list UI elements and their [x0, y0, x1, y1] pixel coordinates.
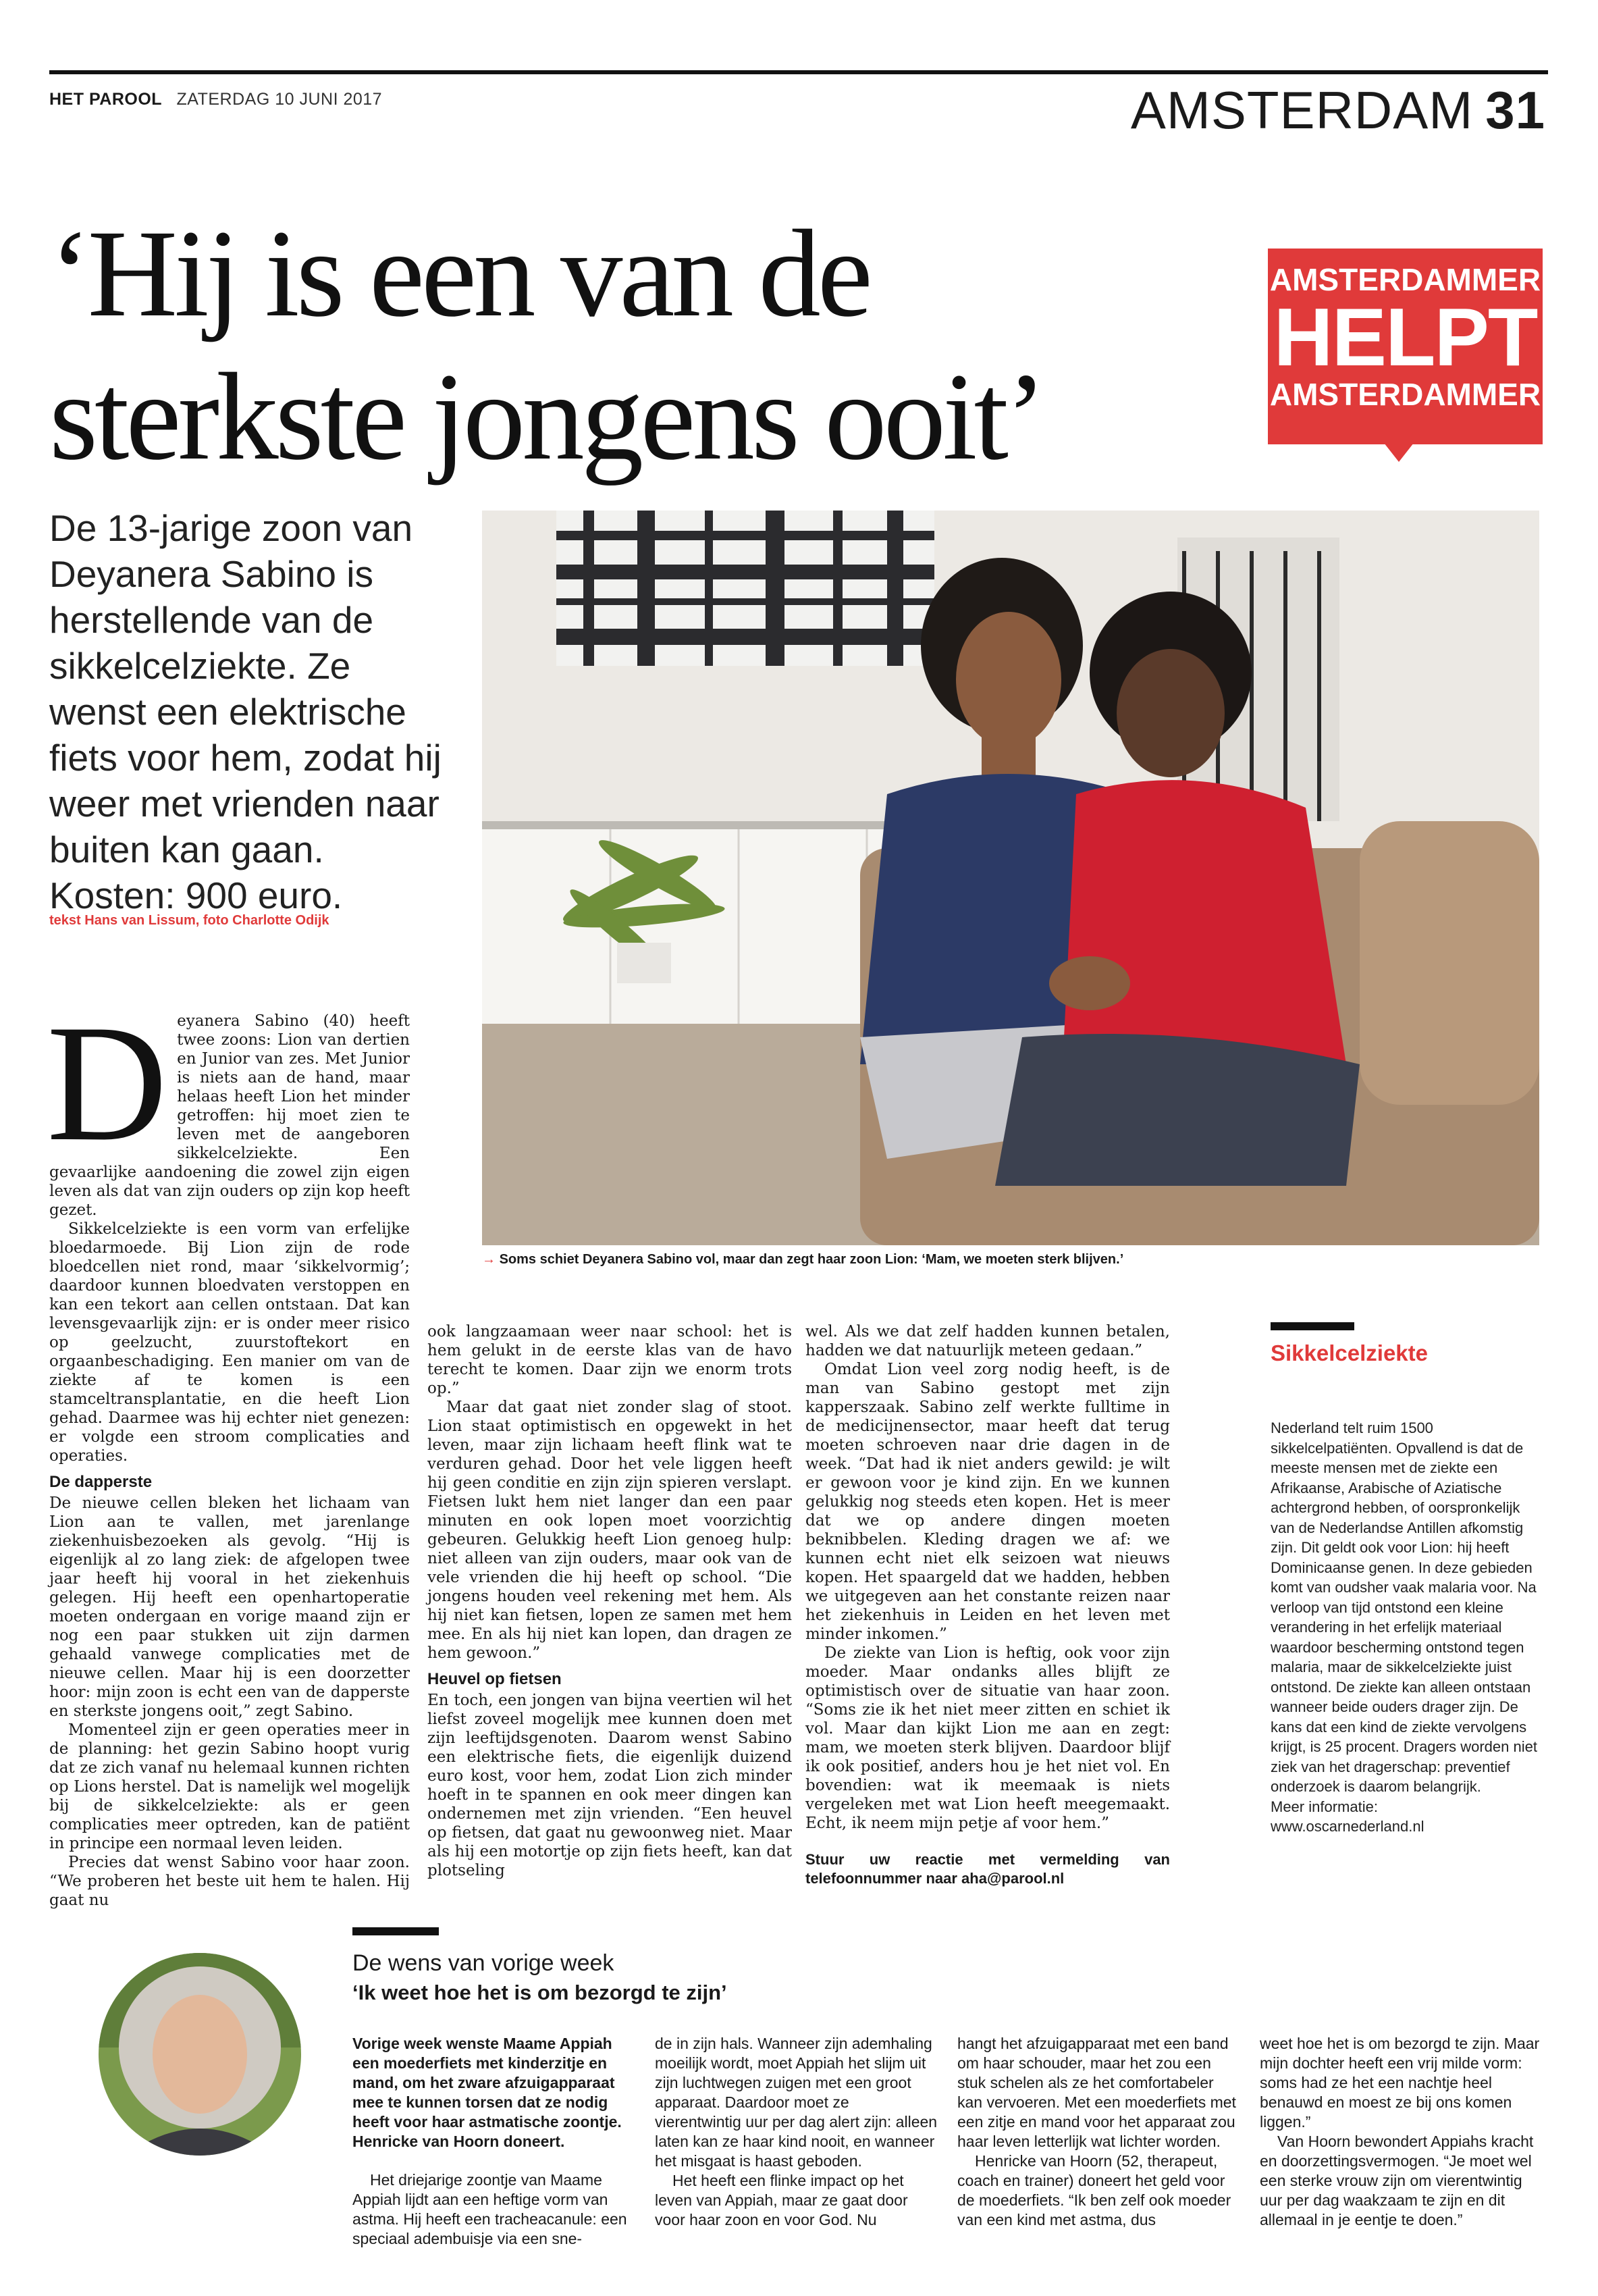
bottom-column-2 [655, 2034, 938, 2230]
photo-illustration [482, 511, 1539, 1245]
headline: ‘Hij is een van de sterkste jongens ooit’ [49, 205, 1044, 486]
paragraph: Maar dat gaat niet zonder slag of stoot. Lion staat optimistisch en opgewekt in het leven, maar zijn lichaam heeft flink wat te verduren gehad. Door het vele liggen heeft hij geen conditie en zijn zijn spieren verslapt. Fietsen lukt hem niet langer dan een paar minuten en ook lopen moet voorzichtig gebeuren. Gelukkig heeft Lion genoeg hulp: niet alleen van zijn ouders, maar ook van de vele vrienden die hij heeft op school. “Die jongens houden veel rekening met hem. Als hij niet kan fietsen, lopen ze samen met hem mee. En als hij niet kan lopen, dan dragen ze hem gewoon.” [427, 1399, 792, 1662]
issue-date: ZATERDAG 10 JUNI 2017 [176, 90, 383, 109]
article-column-1 [47, 990, 410, 1910]
paper-name: HET PAROOL [49, 90, 163, 109]
section-name: AMSTERDAM [1130, 80, 1474, 140]
paragraph: Momenteel zijn er geen operaties meer in de planning: het gezin Sabino hoopt vurig dat ze zich vanaf nu helemaal kunnen richten op Lions herstel. Dat is namelijk wel mogelijk bij de sikkelcelziekte: als er geen complicaties meer optreden, kan de patiënt in principe een normaal leven leiden. [49, 1721, 410, 1852]
bottom-column-1 [352, 2034, 636, 2249]
section-header [1131, 80, 1545, 141]
paragraph: De ziekte van Lion is heftig, ook voor zijn moeder. Maar ondanks alles blijft ze optimistisch over de situatie van haar zoon. “Soms zie ik het niet meer zitten en schiet ik vol. Maar dan kijkt Lion me aan en zegt: mam, we moeten sterk blijven. Daardoor blijf ik ook positief, anders hou je het niet vol. En bovendien: wat ik meemaak is niets vergeleken met wat Lion heeft meegemaakt. Echt, ik neem mijn petje af voor hem.” [805, 1644, 1170, 1832]
sidebar-text: Nederland telt ruim 1500 sikkelcelpatiënten. Opvallend is dat de meeste mensen met de ziekte een Afrikaanse, Arabische of Aziatische achtergrond hebben, of oorspronkelijk van de Nederlandse Antillen afkomstig zijn. Dit geldt ook voor Lion: hij heeft Dominicaanse genen. In deze gebieden komt van oudsher vaak malaria voor. Na verloop van tijd ontstond een kleine verandering in het erfelijk materiaal waardoor bescherming ontstond tegen malaria, maar de sikkelcelziekte juist ontstond. De ziekte kan alleen ontstaan wanneer beide ouders drager zijn. De kans dat een kind de ziekte vervolgens krijgt, is 25 procent. Dragers worden niet ziek van het dragerschap: preventief onderzoek is daarom belangrijk. [1271, 1419, 1537, 1795]
paragraph: de in zijn hals. Wanneer zijn ademhaling moeilijk wordt, moet Appiah het slijm uit zijn luchtwegen zuigen met een groot apparaat. Daardoor moet ze vierentwintig uur per dag alert zijn: alleen laten kan ze haar kind nooit, en wanneer het misgaat is haast geboden. [655, 2035, 938, 2170]
amsterdammer-helpt-badge [1268, 249, 1543, 444]
subhead: De dapperste [49, 1473, 153, 1491]
paragraph: De nieuwe cellen bleken het lichaam van Lion aan te vallen, met jarenlange ziekenhuisbezoeken als gevolg. “Hij is eigenlijk al zo lang ziek: de afgelopen twee jaar heeft hij vooral in het ziekenhuis gelegen. Hij heeft een openhartoperatie moeten ondergaan en vorige maand zijn er nog een paar stukken uit zijn darmen gehaald vanwege complicaties met de nieuwe cellen. Maar hij is een doorzetter hoor: mijn zoon is echt een van de dapperste en sterkste jongens ooit,” zegt Sabino. [49, 1494, 410, 1720]
paragraph: Omdat Lion veel zorg nodig heeft, is de man van Sabino gestopt met zijn kapperszaak. Sabino zelf werkte fulltime in de medicijnensector, maar heeft dat terug moeten schroeven naar drie dagen in de week. “Dat had ik niet anders gewild: je wilt er gewoon voor je kind zijn. En we kunnen gelukkig nog steeds eten kopen. Het is meer dat we op andere dingen moeten beknibbelen. Kleding dragen we af: we kunnen echt niet elk seizoen wat nieuws kopen. Het spaargeld dat we hadden, hebben we uitgegeven aan het constante reizen naar het ziekenhuis in Leiden en het leven met minder inkomen.” [805, 1361, 1170, 1643]
reader-response-callout: Stuur uw reactie met vermelding van telefoonnummer naar aha@parool.nl [805, 1851, 1170, 1887]
bottom-title: ‘Ik weet hoe het is om bezorgd te zijn’ [352, 1981, 727, 2004]
sidebar-title: Sikkelcelziekte [1271, 1340, 1428, 1365]
bottom-kicker: De wens van vorige week [352, 1950, 614, 1976]
intro-text: De 13-jarige zoon van Deyanera Sabino is herstellende van de sikkelcelziekte. Ze wenst een elektrische fiets voor hem, zodat hij weer met vrienden naar buiten kan gaan. Kosten: 900 euro. [49, 507, 442, 916]
bottom-rule [352, 1927, 439, 1935]
badge-line-1: AMSTERDAMMER [1269, 262, 1541, 297]
paragraph: Het driejarige zoontje van Maame Appiah lijdt aan een heftige vorm van astma. Hij heeft een tracheacanule: een speciaal adembuisje via een sne- [352, 2171, 627, 2247]
caption-text: Soms schiet Deyanera Sabino vol, maar dan zegt haar zoon Lion: ‘Mam, we moeten sterk blijven.’ [499, 1252, 1124, 1267]
article-photo [482, 511, 1539, 1245]
top-rule [49, 70, 1548, 74]
badge-pointer [1384, 443, 1414, 462]
sidebar-rule [1271, 1322, 1354, 1330]
paragraph: wel. Als we dat zelf hadden kunnen betalen, hadden we dat natuurlijk meteen gedaan.” [805, 1323, 1170, 1359]
subhead: Heuvel op fietsen [427, 1670, 562, 1688]
bottom-column-4 [1260, 2034, 1543, 2230]
badge-line-3: AMSTERDAMMER [1269, 377, 1541, 412]
sidebar-more-label: Meer informatie: [1271, 1798, 1378, 1815]
dropcap: D [47, 990, 168, 1176]
sidebar-body [1271, 1418, 1541, 1837]
paragraph: Precies dat wenst Sabino voor haar zoon. “We proberen het beste uit hem te halen. Hij gaat nu [49, 1854, 410, 1909]
paragraph: ook langzaamaan weer naar school: het is hem gelukt in de eerste klas van de havo terecht te komen. Daar zijn we enorm trots op.” [427, 1323, 792, 1397]
paragraph: hangt het afzuigapparaat met een band om haar schouder, maar het zou een stuk schelen als ze het comfortabeler kan vervoeren. Met een moederfiets met een zitje en mand voor het apparaat zou haar leven letterlijk wat lichter worden. [957, 2035, 1236, 2150]
paragraph: eyanera Sabino (40) heeft twee zoons: Lion van dertien en Junior van zes. Met Junior is niets aan de hand, maar helaas heeft Lion het minder getroffen: hij moet zien te leven met de aangeboren sikkelcelziekte. Een gevaarlijke aandoening die zowel zijn eigen leven als dat van zijn ouders op zijn kop heeft gezet. [49, 1012, 410, 1219]
bottom-column-3 [957, 2034, 1241, 2230]
paragraph: En toch, een jongen van bijna veertien wil het liefst zoveel mogelijk mee kunnen doen met zijn leeftijdsgenoten. Daarom wenst Sabino een elektrische fiets, die eigenlijk duizend euro kost, voor hem, zodat Lion zich minder hoeft in te spannen en ook meer dingen kan ondernemen met zijn vrienden. “Een heuvel op fietsen, dat gaat nu gewoonweg niet. Maar als hij een motortje op zijn fiets heeft, kan dat plotseling [427, 1692, 792, 1879]
photo-caption [482, 1252, 1123, 1268]
badge-line-2: HELPT [1273, 291, 1537, 383]
article-column-3 [805, 1322, 1170, 1888]
masthead [49, 90, 382, 109]
portrait-illustration [99, 1953, 301, 2156]
page-number: 31 [1485, 80, 1545, 140]
caption-arrow-icon: → [482, 1252, 496, 1267]
paragraph: weet hoe het is om bezorgd te zijn. Maar mijn dochter heeft een vrij milde vorm: soms had ze het een nachtje heel benauwd en moest ze bij ons komen liggen.” [1260, 2035, 1540, 2131]
paragraph: Van Hoorn bewondert Appiahs kracht en doorzettingsvermogen. “Je moet wel een sterke vrouw zijn om vierentwintig uur per dag waakzaam te zijn en dit allemaal in je eentje te doen.” [1260, 2133, 1534, 2228]
article-column-2 [427, 1322, 792, 1880]
bottom-lead: Vorige week wenste Maame Appiah een moederfiets met kinderzitje en mand, om het zware afzuigapparaat mee te kunnen torsen dat ze nodig heeft voor haar astmatische zoontje. Henricke van Hoorn doneert. [352, 2035, 622, 2150]
sidebar-link[interactable]: www.oscarnederland.nl [1271, 1818, 1424, 1835]
portrait-photo [99, 1953, 301, 2156]
paragraph: Henricke van Hoorn (52, therapeut, coach en trainer) doneert het geld voor de moederfiets. “Ik ben zelf ook moeder van een kind met astma, dus [957, 2152, 1231, 2228]
byline: tekst Hans van Lissum, foto Charlotte Odijk [49, 913, 329, 928]
paragraph: Sikkelcelziekte is een vorm van erfelijke bloedarmoede. Bij Lion zijn de rode bloedcellen niet rond, maar ‘sikkelvormig’; daardoor kunnen bloedvaten verstoppen en kan een tekort aan cellen ontstaan. Dat kan levensgevaarlijk zijn: er is onder meer risico op geelzucht, zuurstoftekort en orgaanbeschadiging. Een manier om van de ziekte af te komen is een stamceltransplantatie, en die heeft Lion gehad. Daarmee was hij echter niet genezen: er volgde een stroom complicaties and operaties. [49, 1220, 410, 1465]
paragraph: Het heeft een flinke impact op het leven van Appiah, maar ze gaat door voor haar zoon en voor God. Nu [655, 2172, 908, 2228]
